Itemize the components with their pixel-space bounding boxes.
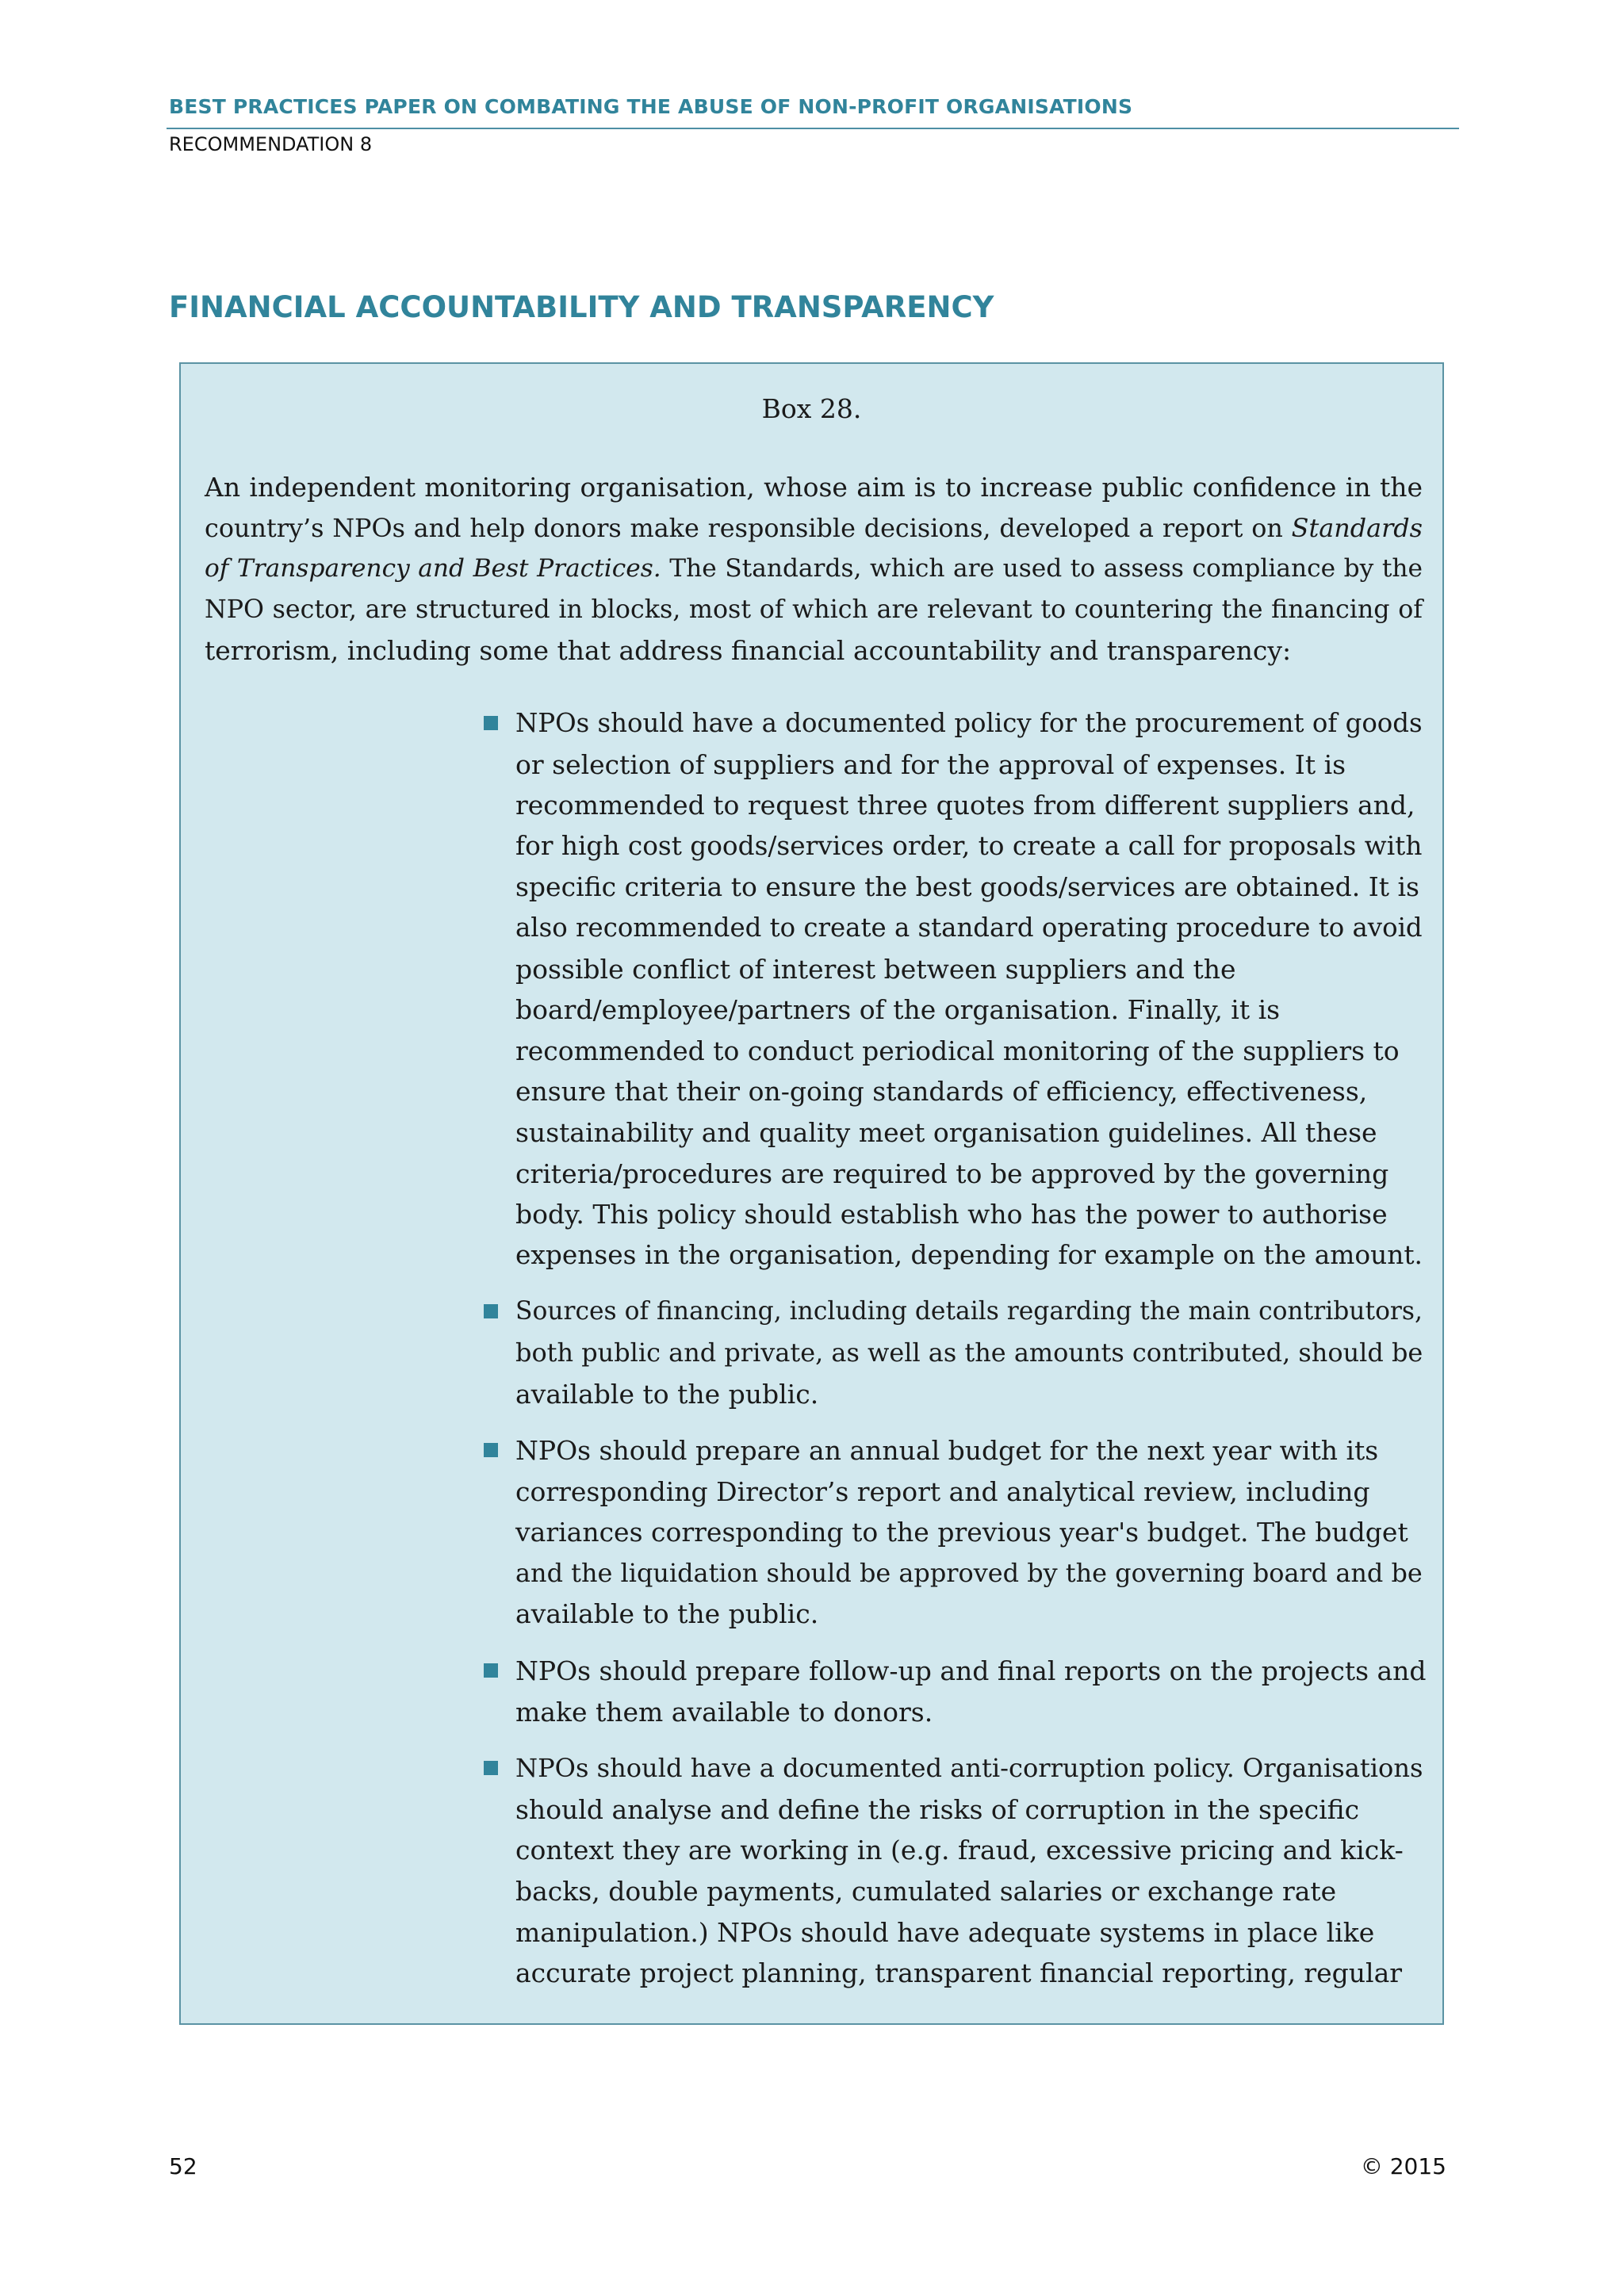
bullet-line: and the liquidation should be approved by the governing board and be xyxy=(515,1557,1423,1588)
bullet-list xyxy=(484,703,1427,1994)
intro-text: The Standards, which are used to assess compliance by the xyxy=(661,554,1423,584)
bullet-line: recommended to request three quotes from different suppliers and, xyxy=(515,790,1415,821)
bullet-line: context they are working in (e.g. fraud, excessive pricing and kick- xyxy=(515,1835,1404,1866)
bullet-line: NPOs should have a documented anti-corruption policy. Organisations xyxy=(515,1753,1423,1784)
bullet-item xyxy=(484,703,1427,1276)
bullet-line: both public and private, as well as the amounts contributed, should be xyxy=(515,1337,1423,1368)
intro-line xyxy=(205,508,1423,549)
bullet-line: accurate project planning, transparent financial reporting, regular xyxy=(515,1957,1403,1989)
square-bullet-icon xyxy=(484,1663,498,1678)
intro-line xyxy=(205,549,1423,590)
copyright-notice: © 2015 xyxy=(1360,2153,1446,2179)
bullet-line: also recommended to create a standard operating procedure to avoid xyxy=(515,912,1423,943)
intro-line: An independent monitoring organisation, whose aim is to increase public confidence in the xyxy=(205,472,1423,503)
bullet-line: available to the public. xyxy=(515,1598,819,1630)
box-title: Box 28. xyxy=(761,393,862,424)
bullet-line: sustainability and quality meet organisation guidelines. All these xyxy=(515,1116,1377,1148)
bullet-line: NPOs should prepare an annual budget for the next year with its xyxy=(515,1435,1379,1467)
bullet-line: board/employee/partners of the organisation. Finally, it is xyxy=(515,994,1281,1026)
bullet-line: possible conflict of interest between suppliers and the xyxy=(515,953,1236,985)
bullet-line: manipulation.) NPOs should have adequate systems in place like xyxy=(515,1916,1375,1948)
bullet-line: expenses in the organisation, depending for example on the amount. xyxy=(515,1239,1423,1270)
box-intro-paragraph xyxy=(205,467,1423,672)
bullet-line: or selection of suppliers and for the approval of expenses. It is xyxy=(515,748,1346,780)
bullet-item xyxy=(484,1748,1427,1994)
intro-line: NPO sector, are structured in blocks, most of which are relevant to countering the financing of xyxy=(205,595,1423,624)
bullet-line: corresponding Director’s report and analytical review, including xyxy=(515,1475,1370,1507)
bullet-line: recommended to conduct periodical monitoring of the suppliers to xyxy=(515,1035,1400,1066)
bullet-line: should analyse and define the risks of corruption in the specific xyxy=(515,1793,1360,1825)
square-bullet-icon xyxy=(484,1304,498,1318)
bullet-line: body. This policy should establish who has the power to authorise xyxy=(515,1199,1388,1230)
bullet-line: backs, double payments, cumulated salaries or exchange rate xyxy=(515,1876,1337,1908)
square-bullet-icon xyxy=(484,1761,498,1775)
bullet-line: specific criteria to ensure the best goods/services are obtained. It is xyxy=(515,871,1419,903)
page-number: 52 xyxy=(169,2153,197,2179)
bullet-line: make them available to donors. xyxy=(515,1696,933,1728)
bullet-line: criteria/procedures are required to be approved by the governing xyxy=(515,1158,1389,1189)
square-bullet-icon xyxy=(484,716,498,730)
header-divider xyxy=(167,128,1459,129)
bullet-item xyxy=(484,1292,1427,1414)
bullet-line: variances corresponding to the previous year's budget. The budget xyxy=(515,1517,1408,1548)
square-bullet-icon xyxy=(484,1443,498,1457)
bullet-item xyxy=(484,1651,1427,1732)
bullet-line: Sources of financing, including details regarding the main contributors, xyxy=(515,1297,1423,1326)
bullet-line: ensure that their on-going standards of efficiency, effectiveness, xyxy=(515,1076,1368,1108)
bullet-line: NPOs should prepare follow-up and final reports on the projects and xyxy=(515,1655,1427,1687)
bullet-line: for high cost goods/services order, to create a call for proposals with xyxy=(515,830,1423,861)
intro-text: country’s NPOs and help donors make responsible decisions, developed a report on xyxy=(205,512,1292,543)
intro-italic-text: Standards xyxy=(1291,512,1423,543)
bullet-line: NPOs should have a documented policy for the procurement of goods xyxy=(515,708,1423,738)
document-subtitle: RECOMMENDATION 8 xyxy=(169,133,373,155)
intro-line: terrorism, including some that address financial accountability and transparency: xyxy=(205,635,1292,667)
section-heading: FINANCIAL ACCOUNTABILITY AND TRANSPARENCY xyxy=(169,290,994,324)
intro-italic-text: of Transparency and Best Practices. xyxy=(205,554,661,584)
box-28 xyxy=(179,362,1444,2025)
bullet-line: available to the public. xyxy=(515,1378,819,1410)
bullet-item xyxy=(484,1430,1427,1635)
document-title: BEST PRACTICES PAPER ON COMBATING THE ABUSE OF NON-PROFIT ORGANISATIONS xyxy=(169,95,1133,118)
